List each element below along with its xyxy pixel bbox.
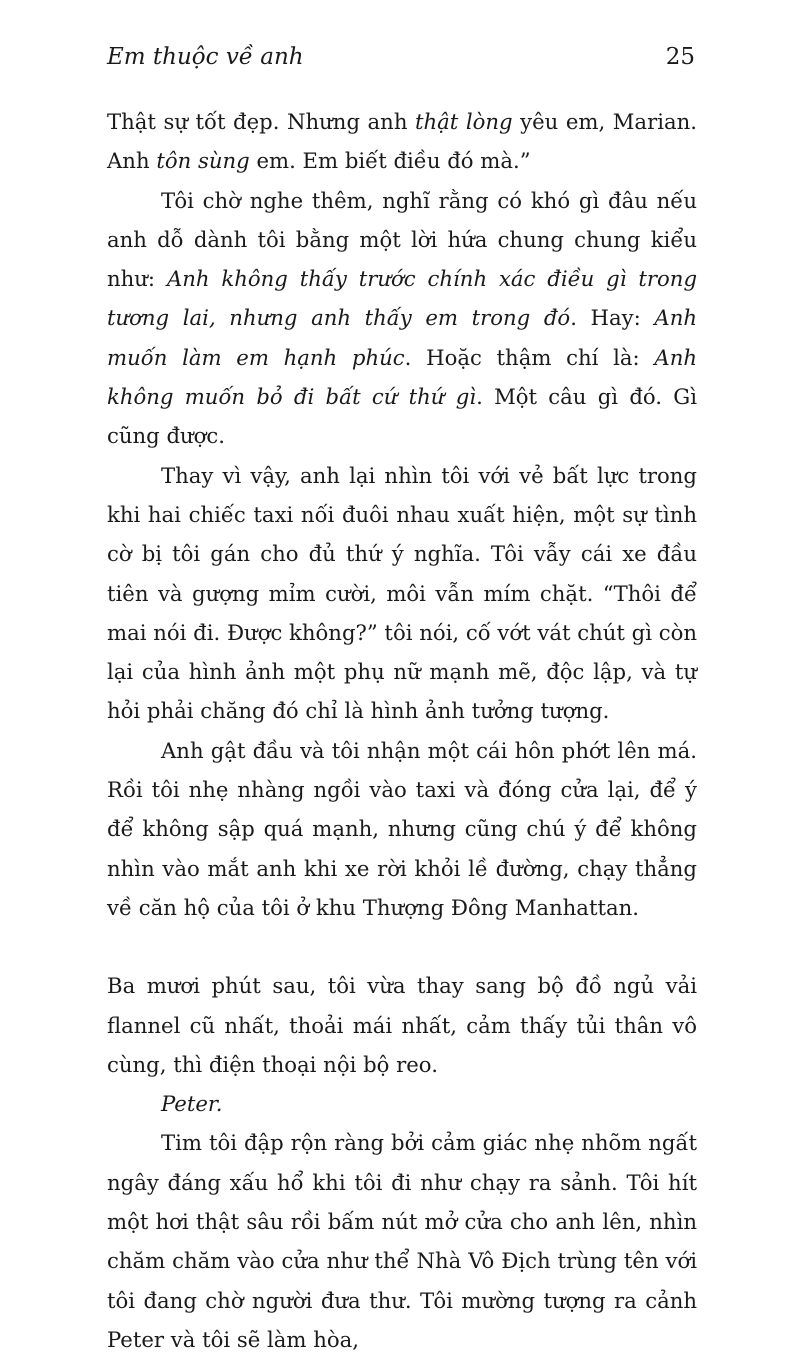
- paragraph: Peter.: [161, 1091, 223, 1117]
- body-text: [107, 102, 697, 1359]
- page-number: 25: [665, 44, 695, 70]
- paragraph: Thật sự tốt đẹp. Nhưng anh thật lòng yêu em, Marian. Anh tôn sùng em. Em biết điều đó mà.”: [107, 109, 697, 174]
- running-title: Em thuộc về anh: [107, 44, 304, 70]
- paragraph: Ba mươi phút sau, tôi vừa thay sang bộ đồ ngủ vải flannel cũ nhất, thoải mái nhất, cảm thấy tủi thân vô cùng, thì điện thoại nội bộ reo.: [107, 973, 697, 1077]
- paragraph: Tôi chờ nghe thêm, nghĩ rằng có khó gì đâu nếu anh dỗ dành tôi bằng một lời hứa chung chung kiểu như: Anh không thấy trước chính xác điều gì trong tương lai, nhưng anh thấy em trong đó. Hay: Anh muốn làm em hạnh phúc. Hoặc thậm chí là: Anh không muốn bỏ đi bất cứ thứ gì. Một câu gì đó. Gì cũng được.: [107, 187, 698, 449]
- paragraph: Anh gật đầu và tôi nhận một cái hôn phớt lên má. Rồi tôi nhẹ nhàng ngồi vào taxi và đóng cửa lại, để ý để không sập quá mạnh, nhưng cũng chú ý để không nhìn vào mắt anh khi xe rời khỏi lề đường, chạy thẳng về căn hộ của tôi ở khu Thượng Đông Manhattan.: [107, 737, 697, 920]
- paragraph: Tim tôi đập rộn ràng bởi cảm giác nhẹ nhõm ngất ngây đáng xấu hổ khi tôi đi như chạy ra sảnh. Tôi hít một hơi thật sâu rồi bấm nút mở cửa cho anh lên, nhìn chăm chăm vào cửa như thể Nhà Vô Địch trùng tên với tôi đang chờ người đưa thư. Tôi mường tượng ra cảnh Peter và tôi sẽ làm hòa,: [107, 1130, 697, 1352]
- page-header: [107, 44, 695, 78]
- paragraph: Thay vì vậy, anh lại nhìn tôi với vẻ bất lực trong khi hai chiếc taxi nối đuôi nhau xuất hiện, một sự tình cờ bị tôi gán cho đủ thứ ý nghĩa. Tôi vẫy cái xe đầu tiên và gượng mỉm cười, môi vẫn mím chặt. “Thôi để mai nói đi. Được không?” tôi nói, cố vớt vát chút gì còn lại của hình ảnh một phụ nữ mạnh mẽ, độc lập, và tự hỏi phải chăng đó chỉ là hình ảnh tưởng tượng.: [107, 462, 698, 724]
